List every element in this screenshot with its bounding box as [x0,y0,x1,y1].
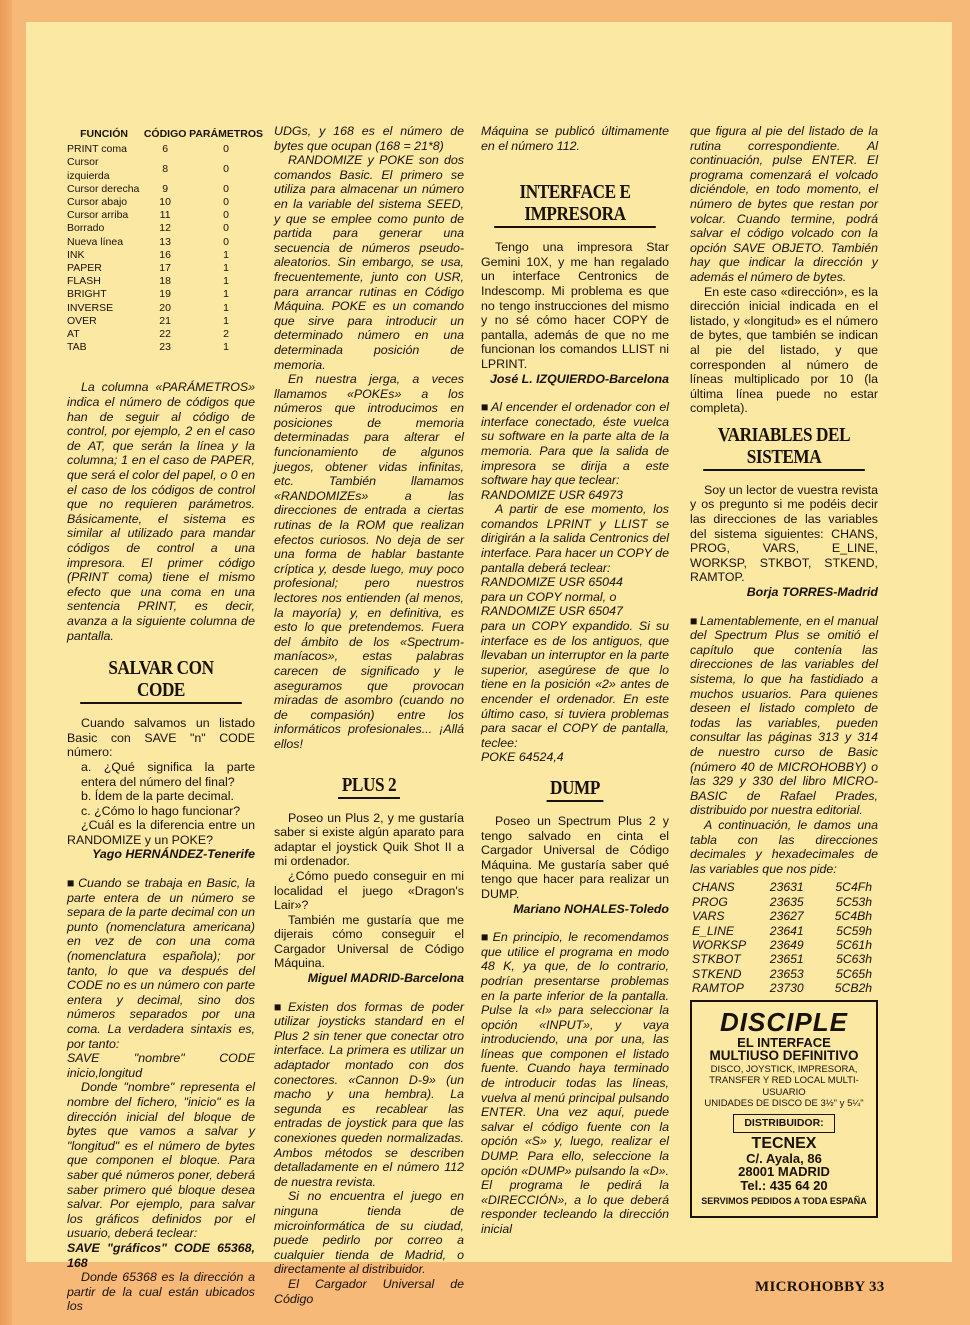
cell-codigo: 6 [162,143,169,156]
cell-parametros: 0 [223,163,229,175]
dump-answer: ■ En principio, le recomendamos que utilice el programa en modo 48 K, ya que, de lo contrario, podrían presentarse problemas en la parte inferior de la pantalla. Pulse la «I» para seleccionar la opción «INPUT», y vaya introduciendo, una por una, las líneas que componen el listado fuente. Cuando haya terminado de introducir todas las líneas, vuelva al menú principal pulsando ENTER. Una vez aquí, puede salvar el código fuente con la opción «S» y, luego, realizar el DUMP. Para ello, seleccione la opción «DUMP» pulsando la «D». El programa le pedirá la «DIRECCIÓN», a lo que deberá responder tecleando la dirección inicial [481,930,669,1236]
ad-address1: C/. Ayala, 86 [746,1150,822,1166]
cell-hex: 5C61h [836,937,872,952]
cell-parametros: 0 [223,222,229,235]
code-poke: POKE 64524,4 [481,750,564,765]
cell-funcion: FLASH [67,275,101,288]
cell-funcion: Borrado [67,222,105,235]
cell-hex: 5C59h [836,923,872,938]
cell-parametros: 1 [223,301,229,314]
cell-codigo: 20 [159,301,171,314]
answer-2: Donde "nombre" representa el nombre del fichero, "inicio" es la dirección inicial del bloque de bytes que vamos a salvar y "longitud" es el número de bytes que componen el bloque. Para saber qué números poner, deberá saber primero qué bloque desea salvar. Por ejemplo, para salvar los gráficos definidos por el usuario, deberá teclear: [67,1080,255,1241]
cell-codigo: 23 [159,341,171,354]
ad-logo: DISCIPLE [720,1006,848,1037]
cell-variable: E_LINE [692,923,735,938]
cell-funcion: Cursor abajo [67,196,128,209]
plus2-q1: Poseo un Plus 2, y me gustaría saber si existe algún aparato para adaptar el joystick Quik Shot II a mi ordenador. [274,810,464,869]
cell-variable: VARS [692,909,725,924]
cell-funcion: PAPER [67,262,102,275]
cell-codigo: 10 [159,196,171,209]
interface-a2: A partir de ese momento, los comandos LPRINT y LLIST se dirigirán a la salida Centronics del interface. Para hacer un COPY de pantalla deberá teclear: [481,502,669,575]
column-1 [67,124,263,1314]
th-funcion: FUNCIÓN [80,128,128,140]
question-b: b. Ídem de la parte decimal. [81,789,234,804]
cell-parametros: 1 [223,288,229,301]
signature-mariano: Mariano NOHALES-Toledo [513,901,669,916]
dump-question: Poseo un Spectrum Plus 2 y tengo salvado en cinta el Cargador Universal de Código Máquina. Me gustaría saber qué tengo que hacer para realizar un DUMP. [481,813,669,901]
table-row [67,236,263,249]
table-row [67,341,263,354]
cell-variable: PROG [692,894,728,909]
cell-hex: 5C53h [836,894,872,909]
cell-codigo: 9 [162,182,169,195]
code-usr-65047: RANDOMIZE USR 65047 [481,604,623,619]
cell-funcion: PRINT coma [67,143,127,156]
question-a: a. ¿Qué significa la parte entera del número del final? [81,759,255,789]
cell-parametros: 0 [223,143,229,156]
cell-codigo: 12 [159,222,171,235]
page-edge [0,0,12,1325]
cell-codigo: 17 [159,262,171,275]
cell-hex: 5C4Bh [834,909,872,924]
heading-plus-2: PLUS 2 [287,774,450,799]
signature-borja: Borja TORRES-Madrid [746,585,878,600]
ad-address2: 28001 MADRID [738,1164,830,1180]
table-row [692,938,872,952]
heading-salvar-con-code: SALVAR CON CODE [80,657,242,704]
cell-decimal: 23631 [769,880,804,895]
th-codigo: CÓDIGO [143,128,187,140]
table-row [67,196,263,209]
cell-codigo: 18 [159,275,171,288]
ad-distributor-box: DISTRIBUIDOR: [733,1114,834,1133]
code-save-graphics: SAVE "gráficos" CODE 65368, 168 [67,1240,255,1270]
table-row [67,328,263,341]
cell-funcion: OVER [67,314,97,327]
table-row [692,967,872,981]
cell-funcion: INVERSE [67,301,114,314]
system-variables-body [692,880,872,995]
plus2-q2: ¿Cómo puedo conseguir en mi localidad el juego «Dragon's Lair»? [274,868,464,913]
cell-parametros: 0 [223,235,229,248]
table-row [67,288,263,301]
ad-company: TECNEX [751,1134,817,1152]
table-row [67,315,263,328]
cell-variable: STKEND [692,966,742,981]
table-row [67,262,263,275]
cell-variable: STKBOT [692,952,741,967]
cell-codigo: 13 [159,235,171,248]
cell-parametros: 1 [223,275,229,288]
cell-codigo: 22 [159,328,171,341]
cell-decimal: 23653 [769,966,804,981]
plus2-a2: Si no encuentra el juego en ninguna tienda de microinformática de su ciudad, puede pedirlo por correo a cualquier tienda de Madrid, o directamente al distribuidor. [274,1189,464,1277]
ad-service: SERVIMOS PEDIDOS A TODA ESPAÑA [701,1196,867,1207]
question-intro: Cuando salvamos un listado Basic con SAVE "n" CODE número: [67,716,255,760]
col3-p1: Máquina se publicó últimamente en el número 112. [481,124,669,153]
table-row [692,909,872,923]
cell-parametros: 0 [223,196,229,209]
code-usr-64973: RANDOMIZE USR 64973 [481,487,623,502]
vars-a2: A continuación, le damos una tabla con las direcciones decimales y hexadecimales de las variables que nos pide: [690,817,878,876]
cell-codigo: 16 [159,248,171,261]
cell-codigo: 21 [159,314,171,327]
signature-miguel: Miguel MADRID-Barcelona [307,971,464,986]
cell-funcion: Cursor izquierda [67,156,110,182]
col2-p3: En nuestra jerga, a veces llamamos «POKEs» a los números que introducimos en posiciones de memoria determinadas para alterar el funcionamiento de algunos juegos, obtener vidas infinitas, etc. También llamamos «RANDOMIZEs» a las direcciones de entrada a ciertas rutinas de la ROM que realizan efectos curiosos. No deja de ser una forma de hablar bastante críptica y, desde luego, muy poco profesional; pero nuestros lectores nos entienden (al menos, la mayoría) y, en definitiva, es esto lo que pretendemos. Fuera del ámbito de los «Spectrum-maníacos», estas palabras carecen de significado y le aseguramos que provocan miradas de asombro (cuando no de compasión) entre los informáticos profesionales... ¡Allá ellos! [274,372,464,751]
signature-jose: José L. IZQUIERDO-Barcelona [489,371,669,386]
code-usr-65044: RANDOMIZE USR 65044 [481,575,623,590]
cell-decimal: 23730 [769,981,804,996]
cell-funcion: Cursor arriba [67,209,129,222]
answer-1: ■ Cuando se trabaja en Basic, la parte entera de un número se separa de la parte decimal con un punto (nomenclatura americana) en vez de con una coma (nomenclatura española); por tanto, lo que va después del CODE no es un número con parte entera y decimal, sino dos números separados por una coma. La verdadera sintaxis es, por tanto: [67,876,255,1051]
plus2-a3: El Cargador Universal de Código [274,1276,464,1306]
cell-funcion: BRIGHT [67,288,107,301]
cell-codigo: 8 [162,163,169,175]
table-row [67,302,263,315]
cell-variable: WORKSP [692,937,747,952]
plus2-q3: También me gustaría que me dijerais cómo conseguir el Cargador Universal de Código Máquina. [274,912,464,971]
table-row [692,981,872,995]
ad-line4: TRANSFER Y RED LOCAL MULTI-USUARIO [709,1075,859,1098]
col2-p2: RANDOMIZE y POKE son dos comandos Basic. El primero se utiliza para almacenar un número en la variable del sistema SEED, y que se emplee como punto de partida para generar una secuencia de números pseudo-aleatorios. Sin embargo, se usa, frecuentemente, junto con USR, para arrancar rutinas en Código Máquina. POKE es un comando que sirve para introducir un determinado número en una determinada posición de memoria. [274,153,464,372]
table-row [692,952,872,966]
page-footer: MICROHOBBY 33 [755,1279,885,1295]
column-3 [481,124,669,1237]
cell-hex: 5CB2h [834,981,872,996]
cell-decimal: 23641 [769,923,804,938]
cell-funcion: INK [67,248,85,261]
vars-a1: ■ Lamentablemente, en el manual del Spectrum Plus se omitió el capítulo que contenía las direcciones de las variables del sistema, lo que ha fastidiado a muchos usuarios. Para quienes deseen el listado completo de todas las variables, pueden consultar las páginas 313 y 314 de nuestro curso de Basic (número 40 de MICROHOBBY) o las 329 y 330 del libro MICRO-BASIC de Rafael Prades, distribuido por nuestra editorial. [690,614,878,818]
code-copy-normal: para un COPY normal, o [481,589,617,604]
cell-funcion: AT [67,328,80,341]
cell-decimal: 23635 [769,894,804,909]
ad-line2: MULTIUSO DEFINITIVO [709,1047,859,1063]
interface-question: Tengo una impresora Star Gemini 10X, y me han regalado un interface Centronics de Indescomp. Mi problema es que no tengo instrucciones del mismo y no sé cómo hacer COPY de pantalla, además de que no me funcionan los comandos LLIST ni LPRINT. [481,240,669,371]
interface-a1: ■ Al encender el ordenador con el interface conectado, éste vuelca su software en la parte alta de la memoria. Para que la salida de impresora se dirija a este software hay que teclear: [481,400,669,488]
cell-variable: RAMTOP [692,981,744,996]
cell-parametros: 1 [223,314,229,327]
cell-hex: 5C63h [836,952,872,967]
cell-parametros: 1 [223,262,229,275]
table-row [67,156,263,182]
answer-3: Donde 65368 es la dirección a partir de la cual están ubicados los [67,1270,255,1314]
system-variables-table [692,880,872,995]
table-row [67,222,263,235]
ad-phone: Tel.: 435 64 20 [740,1177,828,1193]
cell-decimal: 23627 [769,909,804,924]
table-row [67,143,263,156]
col2-p1: UDGs, y 168 es el número de bytes que ocupan (168 = 21*8) [274,124,464,153]
ad-line1: EL INTERFACE [737,1034,831,1050]
cell-codigo: 11 [159,209,171,222]
th-parametros: PARÁMETROS [189,128,263,140]
table-row [67,249,263,262]
cell-parametros: 0 [223,182,229,195]
disciple-advert [690,1000,878,1219]
cell-hex: 5C4Fh [835,880,872,895]
cell-parametros: 2 [223,328,229,341]
signature-yago: Yago HERNÁNDEZ-Tenerife [92,847,255,862]
control-codes-table [67,128,263,354]
cell-funcion: TAB [67,341,87,354]
question-d: ¿Cuál es la diferencia entre un RANDOMIZE y un POKE? [67,818,255,847]
ad-line5: UNIDADES DE DISCO DE 3½" y 5¼" [704,1098,864,1110]
cell-funcion: Nueva línea [67,235,124,248]
table-row [692,895,872,909]
table-row [67,209,263,222]
heading-variables-sistema: VARIABLES DEL SISTEMA [703,424,865,471]
col4-p2: En este caso «dirección», es la dirección inicial indicada en el listado, y «longitud» es el número de bytes, que también se indican al pie del listado, y que corresponden al número de líneas multiplicado por 10 (la última línea puede no estar completa). [690,284,878,416]
question-c: c. ¿Cómo lo hago funcionar? [81,803,241,818]
table-row [692,924,872,938]
col4-p1: que figura al pie del listado de la rutina correspondiente. Al continuación, pulse ENTER. El programa comenzará el volcado diciéndole, en todo momento, el número de bytes que restan por volcar. Cuando termine, podrá salvar el código volcado con la opción SAVE OBJETO. También hay que indicar la dirección y además el número de bytes. [690,124,878,284]
cell-codigo: 19 [159,288,171,301]
column-4 [690,124,878,1218]
column-2 [274,124,464,1306]
control-codes-body [67,143,263,354]
code-save-syntax: SAVE "nombre" CODE inicio,longitud [67,1051,255,1080]
heading-interface-impresora: INTERFACE E IMPRESORA [494,181,656,228]
cell-decimal: 23649 [769,937,804,952]
cell-decimal: 23651 [769,952,804,967]
table-row [692,880,872,894]
table-row [67,183,263,196]
interface-a3: para un COPY expandido. Si su interface es de los antiguos, que llevaban un interruptor en la parte superior, asegúrese de que lo tiene en la posición «2» antes de encender el ordenador. En este último caso, si tuviera problemas para sacar el COPY de pantalla, teclee: [481,619,669,750]
cell-parametros: 1 [223,341,229,354]
ad-line3: DISCO, JOYSTICK, IMPRESORA, [710,1063,858,1075]
cell-parametros: 0 [223,209,229,222]
cell-variable: CHANS [692,880,735,895]
vars-question: Soy un lector de vuestra revista y os pregunto si me podéis decir las direcciones de las variables del sistema siguientes: CHANS, PROG, VARS, E_LINE, WORKSP, STKBOT, STKEND, RAMTOP. [690,482,878,585]
table-note: La columna «PARÁMETROS» indica el número de códigos que han de seguir al código de control, por ejemplo, 2 en el caso de AT, que serán la línea y la columna; 1 en el caso de PAPER, que será el color del papel, o 0 en el caso de los códigos de control que no requieren parámetros. Básicamente, el sistema es similar al utilizado para mandar códigos de control a una impresora. El primer código (PRINT coma) tiene el mismo efecto que una coma en una sentencia PRINT, es decir, avanza a la siguiente columna de pantalla. [67,380,255,643]
plus2-a1: ■ Existen dos formas de poder utilizar joysticks standard en el Plus 2 sin tener que conectar otro interface. La primera es utilizar un adaptador montado con dos conectores. «Cannon D-9» (un macho y una hembra). La segunda es recablear las entradas de joystick para que las conexiones queden normalizadas. Ambos métodos se describen detalladamente en el número 112 de nuestra revista. [274,1000,464,1190]
table-row [67,275,263,288]
heading-dump: DUMP [494,777,656,802]
cell-hex: 5C65h [836,966,872,981]
cell-funcion: Cursor derecha [67,182,140,195]
cell-parametros: 1 [223,248,229,261]
